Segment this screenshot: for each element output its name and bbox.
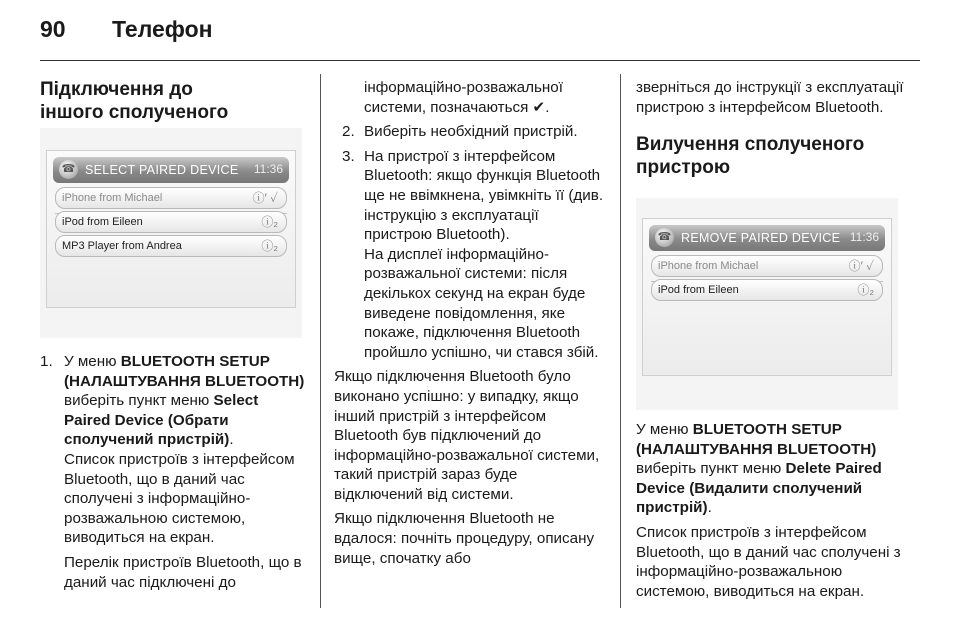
column-divider bbox=[620, 74, 621, 608]
step-detail: Список пристроїв з інтерфейсом Bluetooth, що в даний час сполучені з інформаційно-розважальною системою, виводиться на екран. bbox=[64, 450, 295, 547]
device-status-icon: ⓘ′ ✓ bbox=[848, 259, 874, 273]
device-status-icon: ⓘ′ ✓ bbox=[252, 191, 278, 205]
device-status-icon: ⓘ₂ bbox=[261, 239, 278, 253]
phone-icon: ☎ bbox=[655, 228, 674, 247]
device-name: iPod from Eileen bbox=[62, 216, 143, 228]
screenshot-remove-paired bbox=[636, 198, 898, 410]
header-rule bbox=[40, 60, 920, 61]
step-3 bbox=[334, 147, 606, 363]
paragraph-list: Список пристроїв з інтерфейсом Bluetooth, що в даний час сполучені з інформаційно-розважальною системою, виводиться на екран. bbox=[636, 523, 901, 600]
device-name: MP3 Player from Andrea bbox=[62, 240, 182, 252]
step-text: Виберіть необхідний пристрій. bbox=[364, 123, 578, 141]
device-item bbox=[651, 279, 883, 301]
step-1 bbox=[40, 352, 306, 592]
device-status-icon: ⓘ₂ bbox=[857, 283, 874, 297]
heading-connect: Підключення до іншого сполученого bbox=[40, 79, 229, 123]
menu-name: BLUETOOTH SETUP (НАЛАШТУВАННЯ BLUETOOTH) bbox=[636, 421, 877, 458]
column-3-body bbox=[636, 420, 908, 606]
step-number: 2. bbox=[342, 123, 355, 141]
paragraph-success: Якщо підключення Bluetooth було виконано успішно: у випадку, якщо інший пристрій з інтерфейсом Bluetooth був підключений до інформаційно-розважальної системи, такий пристрій зараз буде відключений від системи. bbox=[334, 368, 600, 503]
heading-remove: Вилучення сполученого пристрою bbox=[636, 134, 865, 179]
display-screen bbox=[46, 150, 296, 308]
display-title: REMOVE PAIRED DEVICE bbox=[681, 231, 841, 245]
device-item bbox=[55, 187, 287, 209]
step-text: На пристрої з інтерфейсом Bluetooth: якщо функція Bluetooth ще не ввімкнена, увімкніть її (див. інструкцію з експлуатації пристрою Bluetooth). bbox=[364, 147, 604, 244]
device-name: iPhone from Michael bbox=[62, 192, 163, 204]
menu-name: BLUETOOTH SETUP (НАЛАШТУВАННЯ BLUETOOTH) bbox=[64, 353, 305, 390]
step-number: 3. bbox=[342, 147, 355, 165]
step-text: виберіть пункт меню bbox=[64, 392, 214, 410]
menu-item-name: Select Paired Device (Обрати сполучений пристрій) bbox=[64, 392, 259, 449]
column-divider bbox=[320, 74, 321, 608]
text: виберіть пункт меню bbox=[636, 460, 786, 478]
step-detail: Перелік пристроїв Bluetooth, що в даний час підключені до bbox=[64, 553, 302, 591]
paragraph-failure: Якщо підключення Bluetooth не вдалося: почніть процедуру, описану вище, спочатку або bbox=[334, 510, 595, 567]
display-time: 11:36 bbox=[849, 230, 879, 244]
display-titlebar bbox=[53, 157, 289, 183]
section-title: Телефон bbox=[112, 16, 213, 42]
display-time: 11:36 bbox=[253, 162, 283, 176]
menu-item-name: Delete Paired Device (Видалити сполучений пристрій) bbox=[636, 460, 882, 517]
step-1-continued: інформаційно-розважальної системи, позначаються ✔. bbox=[364, 79, 563, 116]
paragraph-instruction bbox=[636, 420, 908, 518]
device-item bbox=[651, 255, 883, 277]
display-titlebar bbox=[649, 225, 885, 251]
display-title: SELECT PAIRED DEVICE bbox=[85, 163, 239, 177]
paragraph-continued: зверніться до інструкції з експлуатації пристрою з інтерфейсом Bluetooth. bbox=[636, 79, 904, 116]
display-screen bbox=[642, 218, 892, 376]
device-status-icon: ⓘ₂ bbox=[261, 215, 278, 229]
phone-icon: ☎ bbox=[59, 160, 78, 179]
device-name: iPod from Eileen bbox=[658, 284, 739, 296]
column-3 bbox=[636, 78, 908, 184]
page-number: 90 bbox=[40, 16, 66, 42]
text: . bbox=[707, 499, 712, 517]
step-detail: На дисплеї інформаційно-розважальної системи: після декількох секунд на екран буде виведене повідомлення, яке покаже, підключення Bluetooth пройшло успішно, чи стався збій. bbox=[364, 245, 599, 361]
step-2 bbox=[334, 122, 606, 142]
device-item bbox=[55, 235, 287, 257]
text: У меню bbox=[636, 421, 693, 438]
column-1-steps bbox=[40, 352, 306, 597]
step-text: У меню bbox=[64, 353, 121, 370]
step-number: 1. bbox=[40, 353, 53, 370]
step-text: . bbox=[229, 431, 234, 449]
column-2 bbox=[334, 78, 606, 573]
device-name: iPhone from Michael bbox=[658, 260, 759, 272]
screenshot-select-paired bbox=[40, 128, 302, 338]
device-item bbox=[55, 211, 287, 233]
